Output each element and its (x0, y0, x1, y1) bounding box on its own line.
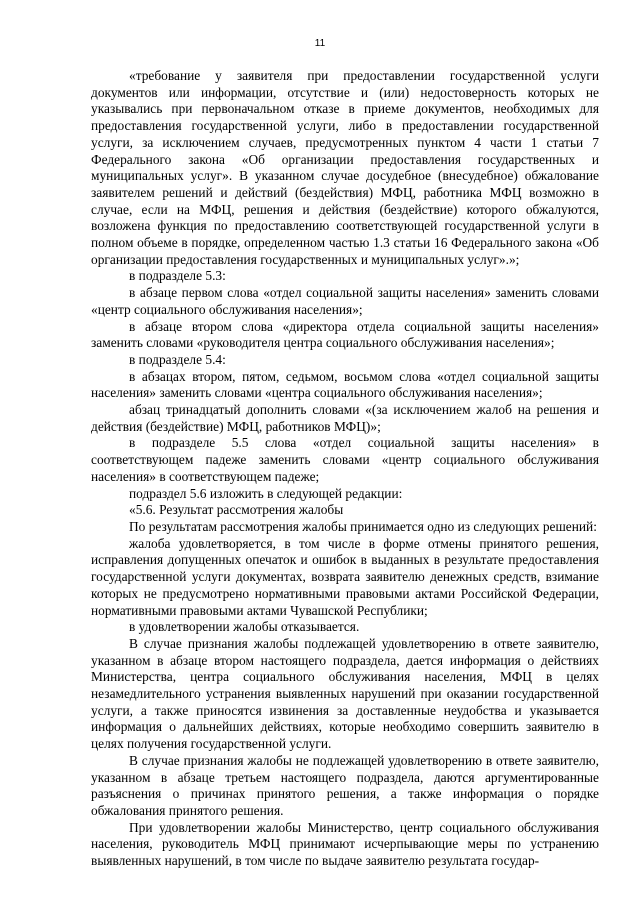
page-number: 11 (314, 38, 326, 49)
paragraph: В случае признания жалобы подлежащей удовлетворению в ответе заявителю, указанном в абзаце втором настоящего подраздела, дается информация о действиях Министерства, центра социального обслуживания населения, МФЦ в целях незамедлительного устранения выявленных нарушений при оказании государственной услуги, а также приносятся извинения за доставленные неудобства и указывается информация о дальнейших действиях, которые необходимо совершить заявителю в целях получения государственной услуги. (91, 635, 599, 752)
paragraph: в абзацах втором, пятом, седьмом, восьмом слова «отдел социальной защиты населения» заменить словами «центра социального обслуживания населения»; (91, 368, 599, 401)
paragraph: в подразделе 5.3: (129, 268, 226, 284)
paragraph: в удовлетворении жалобы отказывается. (129, 619, 360, 635)
paragraph: В случае признания жалобы не подлежащей удовлетворению в ответе заявителю, указанном в абзаце третьем настоящего подраздела, даются аргументированные разъяснения о причинах принятого решения, а также информация о порядке обжалования принятого решения. (91, 752, 599, 818)
paragraph: в абзаце первом слова «отдел социальной защиты населения» заменить словами «центр социального обслуживания населения»; (91, 285, 599, 317)
paragraph: в подразделе 5.5 слова «отдел социальной защиты населения» в соответствующем падеже заменить словами «центр социального обслуживания населения» в соответствующем падеже; (91, 435, 599, 484)
paragraph: абзац тринадцатый дополнить словами «(за исключением жалоб на решения и действия (бездействие) МФЦ, работников МФЦ)»; (91, 402, 599, 434)
paragraph: По результатам рассмотрения жалобы принимается одно из следующих решений: (129, 518, 597, 534)
paragraph: в подразделе 5.4: (129, 351, 226, 367)
section-heading: «5.6. Результат рассмотрения жалобы (129, 502, 344, 518)
paragraph: При удовлетворении жалобы Министерство, центр социального обслуживания населения, руководитель МФЦ принимают исчерпывающие меры по устранению выявленных нарушений, в том числе по выдаче заявителю результата государ- (91, 819, 599, 869)
paragraph: «требование у заявителя при предоставлении государственной услуги документов или информации, отсутствие и (или) недостоверность которых не указывались при первоначальном отказе в приеме документов, необходимых для предоставления государственной услуги, либо в предоставлении государственной услуги, за исключением случаев, предусмотренных пунктом 4 части 1 статьи 7 Федерального закона «Об организации предоставления государственных и муниципальных услуг». В указанном случае досудебное (внесудебное) обжалование заявителем решений и действий (бездействия) МФЦ, работника МФЦ возможно в случае, если на МФЦ, решения и действия (бездействие) которого обжалуются, возложена функция по предоставлению соответствующей государственной услуги в полном объеме в порядке, определенном частью 1.3 статьи 16 Федерального закона «Об организации предоставления государственных и муниципальных услуг».»; (91, 68, 599, 267)
paragraph: подраздел 5.6 изложить в следующей редакции: (129, 485, 403, 501)
document-body (91, 68, 599, 870)
paragraph: жалоба удовлетворяется, в том числе в форме отмены принятого решения, исправления допущенных опечаток и ошибок в выданных в результате предоставления государственной услуги документах, возврата заявителю денежных средств, взимание которых не предусмотрено нормативными правовыми актами Российской Федерации, нормативными правовыми актами Чувашской Республики; (91, 535, 599, 618)
paragraph: в абзаце втором слова «директора отдела социальной защиты населения» заменить словами «руководителя центра социального обслуживания населения»; (91, 318, 599, 351)
